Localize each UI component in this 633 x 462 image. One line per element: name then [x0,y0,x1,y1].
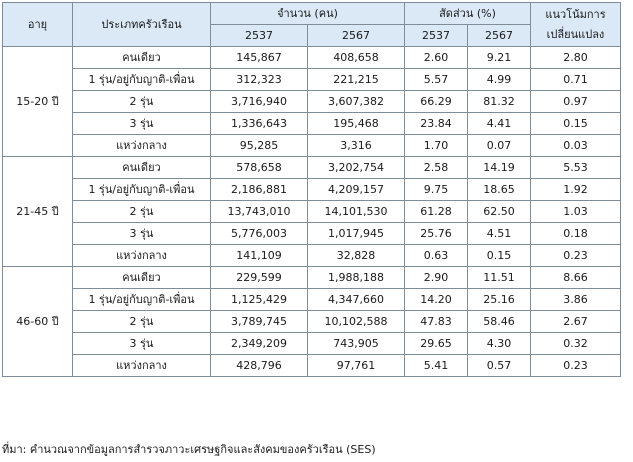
trend-cell: 8.66 [531,267,621,289]
trend-cell: 2.80 [531,47,621,69]
trend-cell: 0.18 [531,223,621,245]
share-2567-cell: 4.99 [468,69,531,91]
table-row [3,135,621,157]
trend-cell: 0.97 [531,91,621,113]
count-2567-cell: 97,761 [308,355,405,377]
table-row [3,69,621,91]
table-row [3,157,621,179]
household-type-cell: 1 รุ่น/อยู่กับญาติ-เพื่อน [73,179,211,201]
household-type-cell: 3 รุ่น [73,113,211,135]
household-type-cell: แหว่งกลาง [73,135,211,157]
table-row [3,91,621,113]
household-type-cell: 1 รุ่น/อยู่กับญาติ-เพื่อน [73,69,211,91]
header-count: จำนวน (คน) [211,3,405,25]
count-2537-cell: 2,186,881 [211,179,308,201]
share-2567-cell: 58.46 [468,311,531,333]
table-row [3,311,621,333]
count-2537-cell: 141,109 [211,245,308,267]
table-row [3,355,621,377]
share-2537-cell: 61.28 [405,201,468,223]
source-note: ที่มา: คำนวณจากข้อมูลการสำรวจภาวะเศรษฐกิจและสังคมของครัวเรือน (SES) [2,443,376,456]
share-2537-cell: 25.76 [405,223,468,245]
header-share: สัดส่วน (%) [405,3,531,25]
share-2567-cell: 4.51 [468,223,531,245]
share-2567-cell: 62.50 [468,201,531,223]
household-type-cell: 3 รุ่น [73,223,211,245]
header-count-2537: 2537 [211,25,308,47]
count-2567-cell: 32,828 [308,245,405,267]
share-2537-cell: 5.57 [405,69,468,91]
household-type-cell: 2 รุ่น [73,311,211,333]
household-type-cell: แหว่งกลาง [73,245,211,267]
share-2537-cell: 29.65 [405,333,468,355]
share-2567-cell: 11.51 [468,267,531,289]
table-row [3,289,621,311]
share-2567-cell: 25.16 [468,289,531,311]
trend-cell: 3.86 [531,289,621,311]
trend-cell: 2.67 [531,311,621,333]
trend-cell: 0.23 [531,245,621,267]
header-household-type: ประเภทครัวเรือน [73,3,211,47]
share-2567-cell: 14.19 [468,157,531,179]
count-2567-cell: 221,215 [308,69,405,91]
count-2567-cell: 4,347,660 [308,289,405,311]
table-row [3,333,621,355]
share-2567-cell: 81.32 [468,91,531,113]
trend-cell: 5.53 [531,157,621,179]
table-row [3,113,621,135]
share-2537-cell: 66.29 [405,91,468,113]
count-2567-cell: 195,468 [308,113,405,135]
count-2537-cell: 13,743,010 [211,201,308,223]
household-table-container [2,2,621,377]
household-table [2,2,621,377]
table-row [3,245,621,267]
count-2567-cell: 10,102,588 [308,311,405,333]
household-type-cell: 2 รุ่น [73,201,211,223]
table-row [3,223,621,245]
share-2567-cell: 18.65 [468,179,531,201]
count-2537-cell: 95,285 [211,135,308,157]
share-2537-cell: 47.83 [405,311,468,333]
share-2537-cell: 0.63 [405,245,468,267]
header-count-2567: 2567 [308,25,405,47]
trend-cell: 1.92 [531,179,621,201]
table-header [3,3,621,47]
household-type-cell: 3 รุ่น [73,333,211,355]
household-type-cell: คนเดียว [73,47,211,69]
header-share-2567: 2567 [468,25,531,47]
household-type-cell: 1 รุ่น/อยู่กับญาติ-เพื่อน [73,289,211,311]
count-2537-cell: 3,789,745 [211,311,308,333]
count-2537-cell: 428,796 [211,355,308,377]
count-2537-cell: 145,867 [211,47,308,69]
table-row [3,201,621,223]
header-share-2537: 2537 [405,25,468,47]
share-2537-cell: 2.60 [405,47,468,69]
household-type-cell: คนเดียว [73,267,211,289]
table-row [3,47,621,69]
share-2567-cell: 4.41 [468,113,531,135]
share-2567-cell: 0.15 [468,245,531,267]
share-2537-cell: 9.75 [405,179,468,201]
count-2567-cell: 14,101,530 [308,201,405,223]
count-2537-cell: 1,125,429 [211,289,308,311]
count-2537-cell: 229,599 [211,267,308,289]
header-trend [531,3,621,47]
share-2537-cell: 1.70 [405,135,468,157]
age-group-cell: 21-45 ปี [3,157,73,267]
header-age: อายุ [3,3,73,47]
trend-cell: 0.23 [531,355,621,377]
count-2567-cell: 743,905 [308,333,405,355]
count-2537-cell: 312,323 [211,69,308,91]
count-2567-cell: 1,017,945 [308,223,405,245]
trend-cell: 0.71 [531,69,621,91]
trend-cell: 0.32 [531,333,621,355]
household-type-cell: 2 รุ่น [73,91,211,113]
table-row [3,267,621,289]
trend-cell: 0.15 [531,113,621,135]
count-2567-cell: 3,202,754 [308,157,405,179]
household-type-cell: คนเดียว [73,157,211,179]
trend-cell: 1.03 [531,201,621,223]
count-2537-cell: 1,336,643 [211,113,308,135]
age-group-cell: 46-60 ปี [3,267,73,377]
share-2537-cell: 14.20 [405,289,468,311]
count-2567-cell: 3,607,382 [308,91,405,113]
count-2537-cell: 5,776,003 [211,223,308,245]
share-2567-cell: 4.30 [468,333,531,355]
header-trend-line2: เปลี่ยนแปลง [546,27,605,41]
age-group-cell: 15-20 ปี [3,47,73,157]
count-2567-cell: 3,316 [308,135,405,157]
count-2567-cell: 4,209,157 [308,179,405,201]
share-2537-cell: 5.41 [405,355,468,377]
count-2537-cell: 2,349,209 [211,333,308,355]
count-2537-cell: 578,658 [211,157,308,179]
share-2537-cell: 2.58 [405,157,468,179]
share-2567-cell: 9.21 [468,47,531,69]
count-2567-cell: 1,988,188 [308,267,405,289]
share-2537-cell: 2.90 [405,267,468,289]
share-2567-cell: 0.07 [468,135,531,157]
count-2567-cell: 408,658 [308,47,405,69]
count-2537-cell: 3,716,940 [211,91,308,113]
household-type-cell: แหว่งกลาง [73,355,211,377]
table-row [3,179,621,201]
share-2537-cell: 23.84 [405,113,468,135]
trend-cell: 0.03 [531,135,621,157]
share-2567-cell: 0.57 [468,355,531,377]
header-trend-line1: แนวโน้มการ [545,7,606,21]
table-body [3,47,621,377]
